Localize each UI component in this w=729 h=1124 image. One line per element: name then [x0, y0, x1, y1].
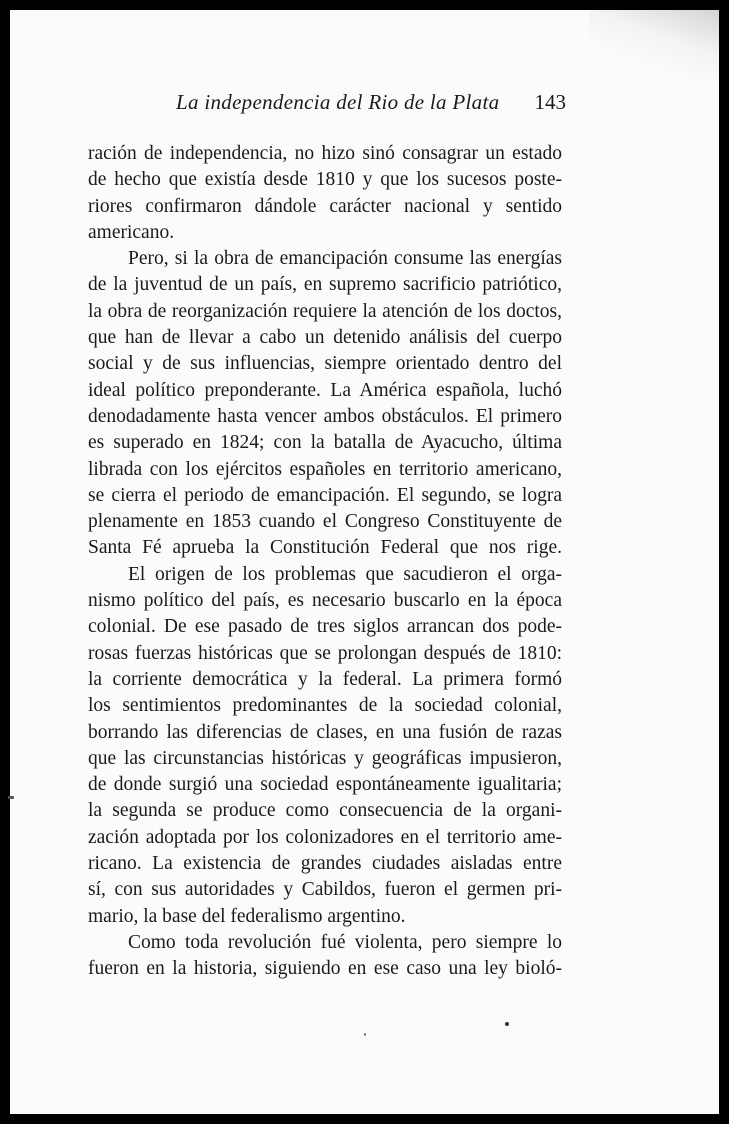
- ink-speck: [8, 796, 14, 799]
- text-line: fueron en la historia, siguiendo en ese caso una ley bioló-: [88, 958, 562, 980]
- text-line: es superado en 1824; con la batalla de Ayacucho, última: [88, 432, 562, 454]
- text-line: ración de independencia, no hizo sinó consagrar un estado: [88, 143, 562, 164]
- text-line: se cierra el periodo de emancipación. El segundo, se logra: [88, 484, 562, 506]
- paragraph-start-line: El origen de los problemas que sacudieron el orga-: [128, 563, 562, 585]
- text-line: social y de sus influencias, siempre orientado dentro del: [88, 353, 562, 375]
- text-line: mario, la base del federalismo argentino.: [88, 905, 406, 927]
- text-line: de donde surgió una sociedad espontáneamente igualitaria;: [88, 774, 562, 796]
- page-number: 143: [534, 90, 566, 114]
- text-line: la corriente democrática y la federal. La primera formó: [88, 668, 562, 690]
- text-line: zación adoptada por los colonizadores en el territorio ame-: [88, 826, 562, 848]
- text-line: denodadamente hasta vencer ambos obstáculos. El primero: [88, 405, 562, 427]
- text-line: riores confirmaron dándole carácter nacional y sentido: [88, 195, 562, 217]
- paragraph-start-line: Como toda revolución fué violenta, pero siempre lo: [128, 931, 562, 953]
- ink-speck: [364, 1033, 366, 1036]
- text-line: Santa Fé aprueba la Constitución Federal que nos rige.: [88, 537, 562, 559]
- text-line: ideal político preponderante. La América española, luchó: [88, 379, 562, 401]
- ink-speck: [505, 1022, 509, 1026]
- text-line: que las circunstancias históricas y geográficas impusieron,: [88, 747, 562, 769]
- text-line: ricano. La existencia de grandes ciudades aisladas entre: [88, 853, 562, 875]
- text-line: americano.: [88, 221, 175, 243]
- text-line: que han de llevar a cabo un detenido análisis del cuerpo: [88, 327, 562, 349]
- body-text: [88, 141, 562, 983]
- text-line: librada con los ejércitos españoles en territorio americano,: [88, 458, 562, 480]
- text-line: de hecho que existía desde 1810 y que los sucesos poste-: [88, 169, 562, 191]
- text-line: plenamente en 1853 cuando el Congreso Constituyente de: [88, 511, 562, 533]
- text-line: la obra de reorganización requiere la atención de los doctos,: [88, 300, 562, 322]
- running-title: La independencia del Rio de la Plata: [176, 90, 500, 114]
- page-header: [88, 90, 570, 126]
- text-line: nismo político del país, es necesario buscarlo en la época: [88, 590, 562, 612]
- text-line: sí, con sus autoridades y Cabildos, fueron el germen pri-: [88, 879, 562, 901]
- text-line: rosas fuerzas históricas que se prolongan después de 1810:: [88, 642, 562, 664]
- text-line: de la juventud de un país, en supremo sacrificio patriótico,: [88, 274, 562, 296]
- paragraph-start-line: Pero, si la obra de emancipación consume las energías: [128, 248, 562, 270]
- book-page: [10, 10, 719, 1114]
- text-line: los sentimientos predominantes de la sociedad colonial,: [88, 695, 562, 717]
- text-line: colonial. De ese pasado de tres siglos arrancan dos pode-: [88, 616, 562, 638]
- text-line: la segunda se produce como consecuencia de la organi-: [88, 800, 562, 822]
- text-line: borrando las diferencias de clases, en una fusión de razas: [88, 721, 562, 743]
- page-corner-wear: [589, 10, 719, 80]
